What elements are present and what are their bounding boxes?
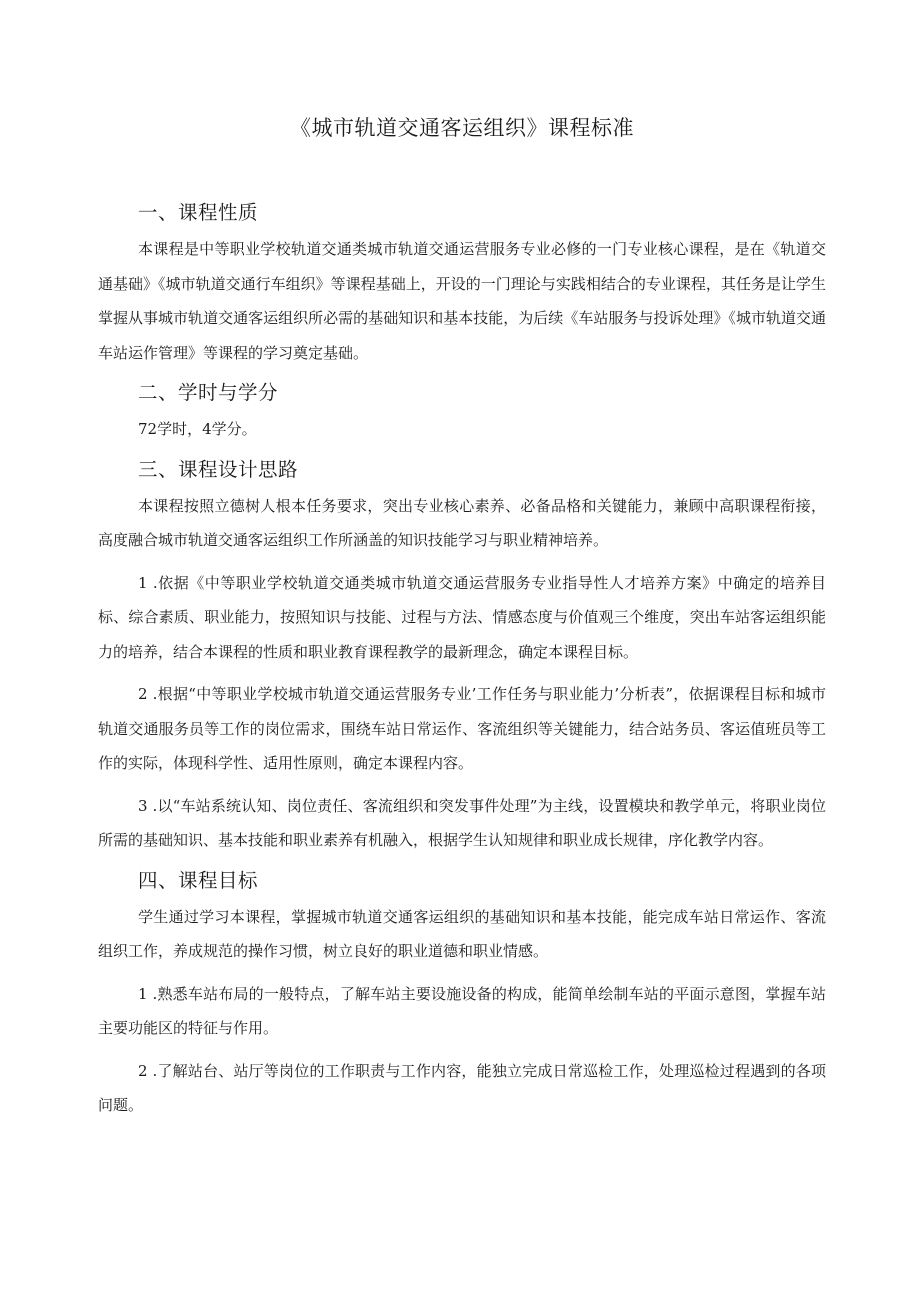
paragraph: 学生通过学习本课程，掌握城市轨道交通客运组织的基础知识和基本技能，能完成车站日常运作、客流组织工作，养成规范的操作习惯，树立良好的职业道德和职业情感。 <box>98 907 826 960</box>
section-hours-credits <box>98 378 826 447</box>
paragraph: 本课程按照立德树人根本任务要求，突出专业核心素养、必备品格和关键能力，兼顾中高职课程衔接，高度融合城市轨道交通客运组织工作所涵盖的知识技能学习与职业精神培养。 <box>98 496 826 549</box>
paragraph: 72学时，4学分。 <box>138 420 257 438</box>
document-title: 《城市轨道交通客运组织》课程标准 <box>290 116 634 140</box>
section-heading: 一、课程性质 <box>138 201 259 224</box>
section-heading: 二、学时与学分 <box>138 381 279 404</box>
section-course-nature <box>98 198 826 370</box>
paragraph: 1 .依据《中等职业学校轨道交通类城市轨道交通运营服务专业指导性人才培养方案》中确定的培养目标、综合素质、职业能力，按照知识与技能、过程与方法、情感态度与价值观三个维度，突出车站客运组织能力的培养，结合本课程的性质和职业教育课程教学的最新理念，确定本课程目标。 <box>98 573 826 661</box>
paragraph: 3 .以“车站系统认知、岗位责任、客流组织和突发事件处理”为主线，设置模块和教学单元，将职业岗位所需的基础知识、基本技能和职业素养有机融入，根据学生认知规律和职业成长规律，序化教学内容。 <box>98 796 826 849</box>
paragraph: 1 .熟悉车站布局的一般特点，了解车站主要设施设备的构成，能简单绘制车站的平面示意图，掌握车站主要功能区的特征与作用。 <box>98 984 826 1037</box>
paragraph: 本课程是中等职业学校轨道交通类城市轨道交通运营服务专业必修的一门专业核心课程，是在《轨道交通基础》《城市轨道交通行车组织》等课程基础上，开设的一门理论与实践相结合的专业课程，其任务是让学生掌握从事城市轨道交通客运组织所必需的基础知识和基本技能，为后续《车站服务与投诉处理》《城市轨道交通车站运作管理》等课程的学习奠定基础。 <box>98 240 826 362</box>
section-course-objectives <box>98 866 826 1123</box>
section-heading: 三、课程设计思路 <box>138 457 299 481</box>
document-body <box>98 198 826 1123</box>
paragraph: 2 .根据“中等职业学校城市轨道交通运营服务专业’工作任务与职业能力’分析表”，依据课程目标和城市轨道交通服务员等工作的岗位需求，围绕车站日常运作、客流组织等关键能力，结合站务员、客运值班员等工作的实际，体现科学性、适用性原则，确定本课程内容。 <box>98 685 826 772</box>
paragraph: 2 .了解站台、站厅等岗位的工作职责与工作内容，能独立完成日常巡检工作，处理巡检过程遇到的各项问题。 <box>98 1061 826 1114</box>
section-design-rationale <box>98 455 826 858</box>
section-heading: 四、课程目标 <box>138 868 259 892</box>
